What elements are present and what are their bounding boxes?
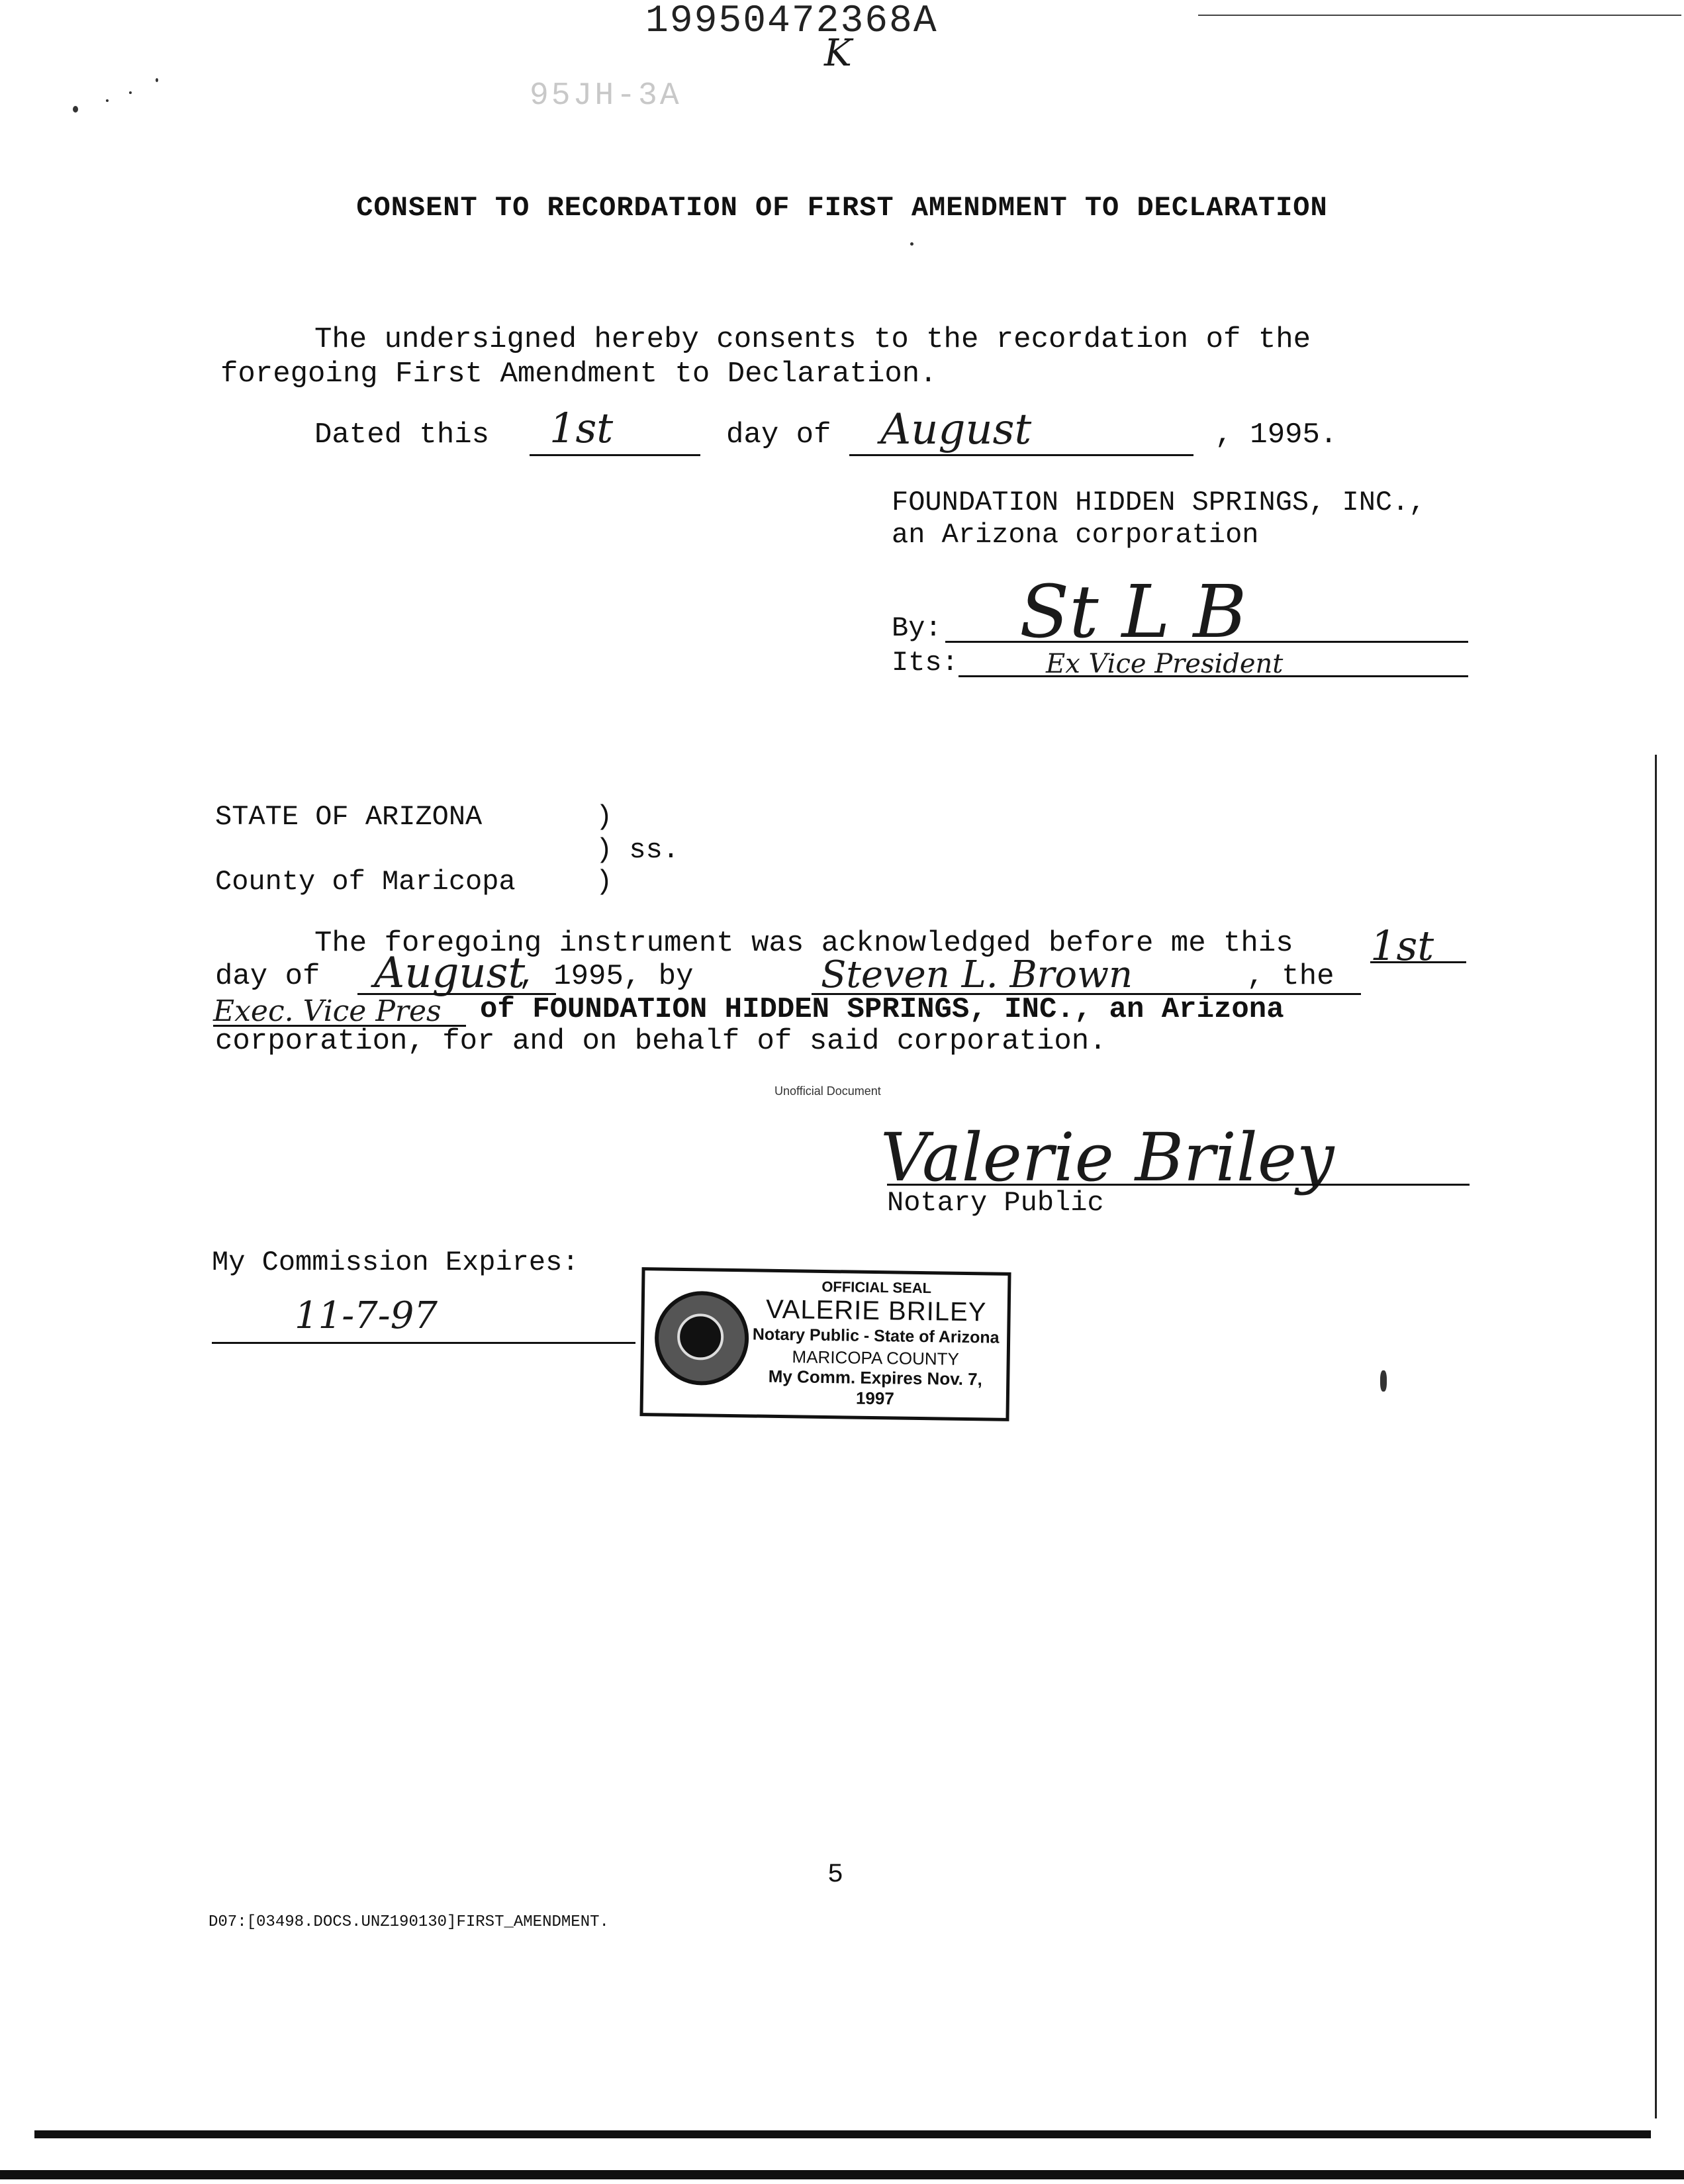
scan-speck	[910, 242, 913, 246]
venue-state: STATE OF ARIZONA	[215, 801, 483, 833]
venue-bracket: )	[596, 866, 613, 898]
venue-bracket: )	[596, 801, 613, 833]
dated-day-blank	[530, 454, 700, 456]
unofficial-watermark: Unofficial Document	[774, 1084, 881, 1098]
header-rule	[1198, 15, 1681, 16]
ack-month-handwritten: August	[374, 949, 526, 998]
notary-signature-line	[887, 1184, 1470, 1186]
seal-state: Notary Public - State of Arizona	[752, 1325, 1000, 1347]
by-label: By:	[892, 612, 942, 644]
ack-person-handwritten: Steven L. Brown	[821, 953, 1133, 996]
notary-seal	[639, 1267, 1011, 1421]
commission-label: My Commission Expires:	[212, 1247, 579, 1278]
seal-official-label: OFFICIAL SEAL	[821, 1278, 932, 1297]
ack-day-handwritten: 1st	[1370, 922, 1434, 970]
dated-month-handwritten: August	[880, 405, 1032, 454]
scan-speck	[106, 99, 109, 102]
seal-county: MARICOPA COUNTY	[792, 1347, 960, 1369]
ack-year-by: , 1995, by	[518, 960, 694, 993]
document-path: D07:[03498.DOCS.UNZ190130]FIRST_AMENDMENT.	[209, 1913, 609, 1931]
dated-prefix: Dated this	[314, 418, 490, 451]
commission-date-handwritten: 11-7-97	[295, 1294, 438, 1337]
its-title-handwritten: Ex Vice President	[1046, 649, 1284, 679]
by-signature-line	[945, 641, 1468, 643]
ack-corp-text: of FOUNDATION HIDDEN SPRINGS, INC., an Arizona	[480, 993, 1284, 1026]
ack-day-blank	[1370, 961, 1466, 963]
bottom-edge	[0, 2170, 1684, 2179]
notary-signature: Valerie Briley	[880, 1119, 1334, 1196]
seal-notary-name: VALERIE BRILEY	[765, 1294, 987, 1327]
scan-speck	[129, 91, 132, 94]
dated-year: , 1995.	[1215, 418, 1338, 451]
ack-the: , the	[1246, 960, 1334, 993]
consent-line-2: foregoing First Amendment to Declaration.	[220, 357, 937, 391]
dated-day-of: day of	[726, 418, 831, 451]
page-edge	[1655, 755, 1657, 2118]
venue-county: County of Maricopa	[215, 866, 516, 898]
bottom-rule	[34, 2130, 1651, 2138]
venue-ss: ) ss.	[596, 834, 680, 866]
by-signature: St L B	[1019, 569, 1247, 654]
acknowledgment-line-1: The foregoing instrument was acknowledged before me this	[314, 927, 1293, 960]
scan-speck	[156, 78, 158, 82]
corporation-name: FOUNDATION HIDDEN SPRINGS, INC.,	[892, 487, 1426, 518]
dated-day-handwritten: 1st	[549, 404, 614, 452]
scan-speck	[73, 106, 78, 113]
scan-mark	[1380, 1370, 1387, 1392]
notary-label: Notary Public	[887, 1187, 1104, 1219]
acknowledgment-line-4: corporation, for and on behalf of said corporation.	[215, 1025, 1107, 1058]
page-number: 5	[827, 1860, 844, 1890]
its-title-line	[959, 675, 1468, 677]
dated-month-blank	[849, 454, 1193, 456]
seal-expiration: My Comm. Expires Nov. 7, 1997	[768, 1366, 983, 1409]
state-seal-emblem-icon	[654, 1290, 749, 1386]
consent-line-1: The undersigned hereby consents to the recordation of the	[314, 323, 1311, 356]
ack-title-handwritten: Exec. Vice Pres	[213, 994, 442, 1028]
commission-line	[212, 1342, 635, 1344]
faint-stamp: 95JH-3A	[530, 78, 682, 114]
seal-center	[677, 1313, 724, 1360]
ack-day-of: day of	[215, 960, 320, 993]
document-title: CONSENT TO RECORDATION OF FIRST AMENDMENT TO DECLARATION	[356, 192, 1328, 224]
record-number: 19950472368A	[645, 0, 938, 43]
dated-row	[314, 418, 1337, 451]
its-label: Its:	[892, 647, 959, 679]
handwritten-initial: K	[824, 32, 852, 75]
corporation-description: an Arizona corporation	[892, 519, 1259, 551]
